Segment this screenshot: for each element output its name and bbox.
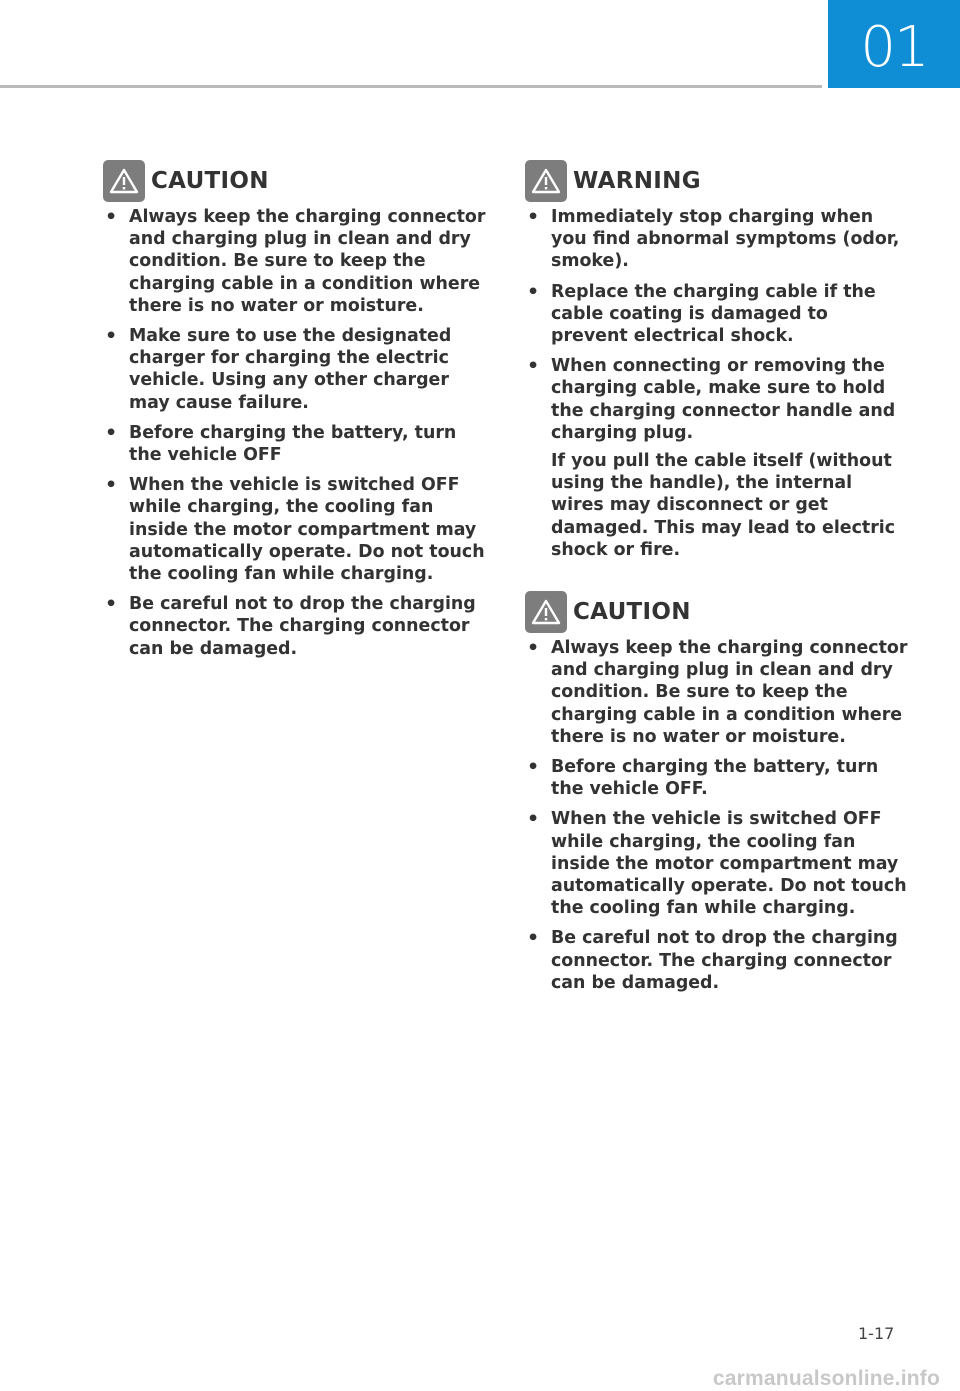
list-item: • Make sure to use the designated charger for charging the electric vehicle. Using any other charger may cause failure.	[105, 325, 452, 413]
bullet: •	[105, 593, 118, 616]
item-note: If you pull the cable itself (without using the handle), the internal wires may disconnect or get damaged. This may lead to electric shock or fire.	[551, 451, 896, 560]
list-item: • Be careful not to drop the charging connector. The charging connector can be damaged.	[105, 593, 476, 659]
notice-header	[525, 591, 909, 633]
bullet: •	[527, 637, 540, 660]
list-item: • Before charging the battery, turn the vehicle OFF	[105, 421, 457, 466]
bullet: •	[527, 355, 540, 378]
bullet: •	[105, 421, 118, 444]
caution-notice-right	[525, 591, 909, 994]
bullet: •	[105, 325, 118, 348]
notice-title: CAUTION	[573, 599, 691, 626]
notice-list	[525, 206, 909, 561]
bullet: •	[105, 206, 118, 228]
watermark: carmanualsonline.info	[712, 1367, 940, 1390]
bullet: •	[527, 280, 540, 303]
notice-header	[525, 160, 909, 202]
bullet: •	[527, 927, 540, 950]
list-item: • When the vehicle is switched OFF while charging, the cooling fan inside the motor compartment may automatically operate. Do not touch the cooling fan while charging.	[105, 474, 485, 585]
notice-list	[525, 637, 909, 994]
list-item: • Be careful not to drop the charging connector. The charging connector can be damaged.	[527, 927, 898, 993]
notice-header	[103, 160, 487, 202]
right-column	[525, 160, 909, 1024]
list-item: • Replace the charging cable if the cable coating is damaged to prevent electrical shock.	[527, 280, 876, 347]
chapter-tab	[828, 0, 960, 88]
page-number: 1-17	[858, 1324, 895, 1343]
list-item: • Immediately stop charging when you find abnormal symptoms (odor, smoke).	[527, 206, 900, 272]
bullet: •	[527, 206, 540, 228]
list-item: • Before charging the battery, turn the vehicle OFF.	[527, 756, 879, 800]
warning-triangle-icon	[525, 591, 567, 633]
bullet: •	[105, 474, 118, 497]
bullet: •	[527, 756, 540, 779]
list-item: • Always keep the charging connector and charging plug in clean and dry condition. Be sure to keep the charging cable in a condition where there is no water or moisture.	[105, 206, 486, 316]
list-item: • Always keep the charging connector and charging plug in clean and dry condition. Be sure to keep the charging cable in a condition where there is no water or moisture.	[527, 637, 908, 747]
notice-title: CAUTION	[151, 168, 269, 194]
caution-notice-left	[103, 160, 487, 660]
warning-triangle-icon	[103, 160, 145, 202]
chapter-number: 01	[860, 14, 928, 80]
left-column	[103, 160, 487, 690]
list-item: • When the vehicle is switched OFF while charging, the cooling fan inside the motor compartment may automatically operate. Do not touch the cooling fan while charging.	[527, 808, 907, 919]
notice-title: WARNING	[573, 168, 701, 194]
bullet: •	[527, 808, 540, 831]
header-rule	[0, 85, 822, 88]
warning-triangle-icon	[525, 160, 567, 202]
list-item: • When connecting or removing the charging cable, make sure to hold the charging connector handle and charging plug. If you pull the cable itself (without using the handle), the internal wires may disconnect or get damaged. This may lead to electric shock or fire.	[525, 355, 909, 561]
warning-notice	[525, 160, 909, 561]
notice-list	[103, 206, 487, 660]
